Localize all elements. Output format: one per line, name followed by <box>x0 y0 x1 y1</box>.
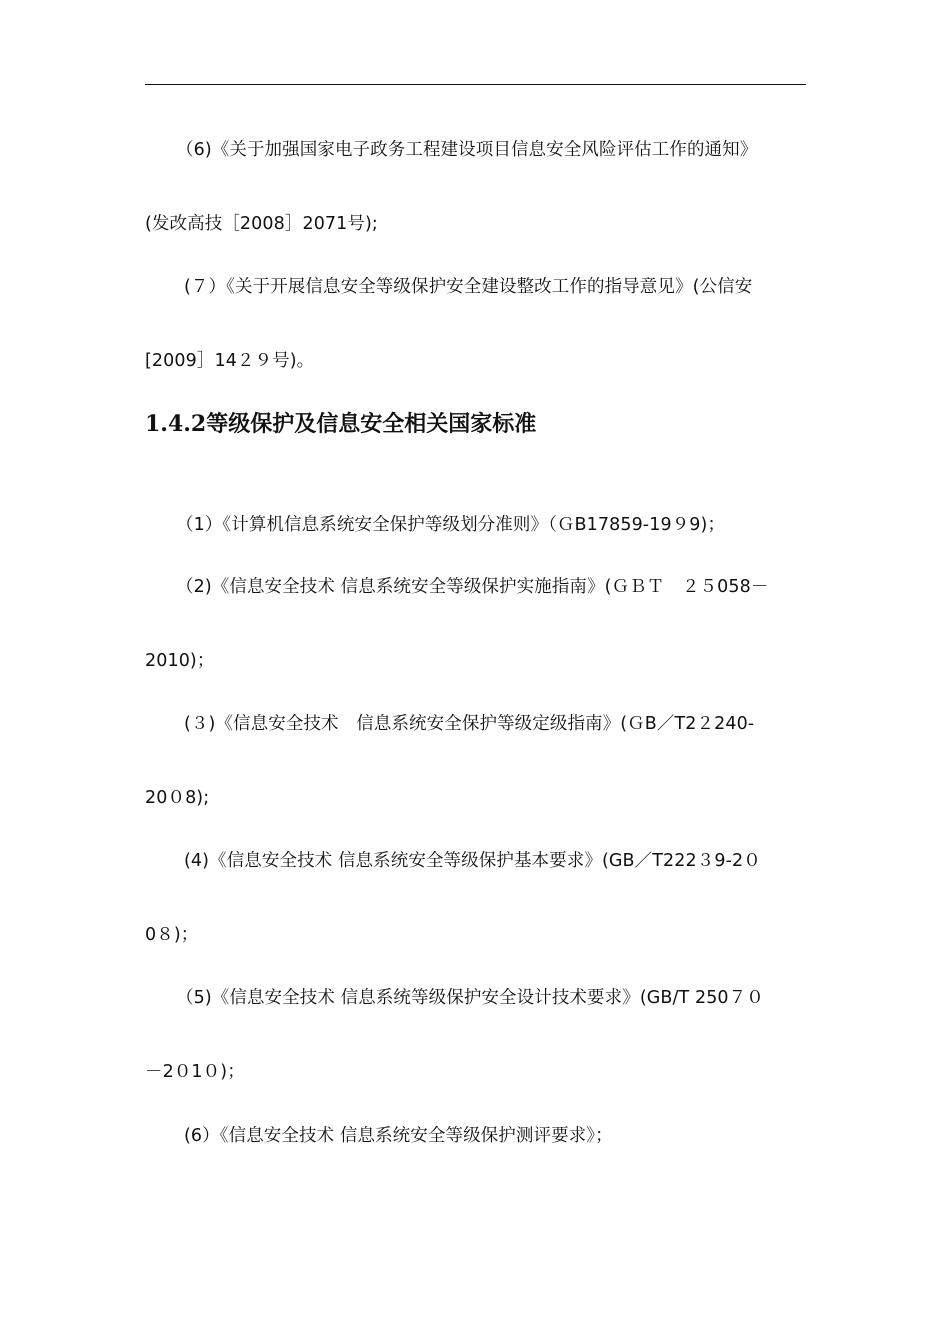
standard-item-2-line-2: 2010)； <box>145 651 215 671</box>
standard-item-4-line-1: (4)《信息安全技术 信息系统安全等级保护基本要求》(GB／T222３9-2０ <box>184 851 761 871</box>
standard-item-5-line-2: －2０1０)； <box>145 1062 245 1082</box>
reference-item-7-line-1: (７）《关于开展信息安全等级保护安全建设整改工作的指导意见》(公信安 <box>184 277 753 297</box>
standard-item-4-line-2: 0８)； <box>145 925 199 945</box>
standard-item-5-line-1: （5)《信息安全技术 信息系统等级保护安全设计技术要求》(GB/T 250７０ <box>176 988 764 1008</box>
section-heading: 1.4.2等级保护及信息安全相关国家标准 <box>145 411 537 437</box>
reference-item-6-line-1: （6)《关于加强国家电子政务工程建设项目信息安全风险评估工作的通知》 <box>176 140 758 160</box>
header-rule <box>145 84 806 85</box>
standard-item-1: （1）《计算机信息系统安全保护等级划分准则》（ＧB17859-19９9)； <box>176 515 726 535</box>
standard-item-3-line-1: (３)《信息安全技术 信息系统安全保护等级定级指南》(ＧB／T2２240- <box>184 714 755 734</box>
standard-item-3-line-2: 20０8); <box>145 788 210 808</box>
standard-item-2-line-1: （2)《信息安全技术 信息系统安全等级保护实施指南》(ＧＢＴ ２５058－ <box>176 577 769 597</box>
reference-item-6-line-2: (发改高技［2008］2071号); <box>145 214 378 234</box>
standard-item-6: (6）《信息安全技术 信息系统安全等级保护测评要求》； <box>184 1126 613 1146</box>
reference-item-7-line-2: [2009］14２９号)。 <box>145 351 315 371</box>
